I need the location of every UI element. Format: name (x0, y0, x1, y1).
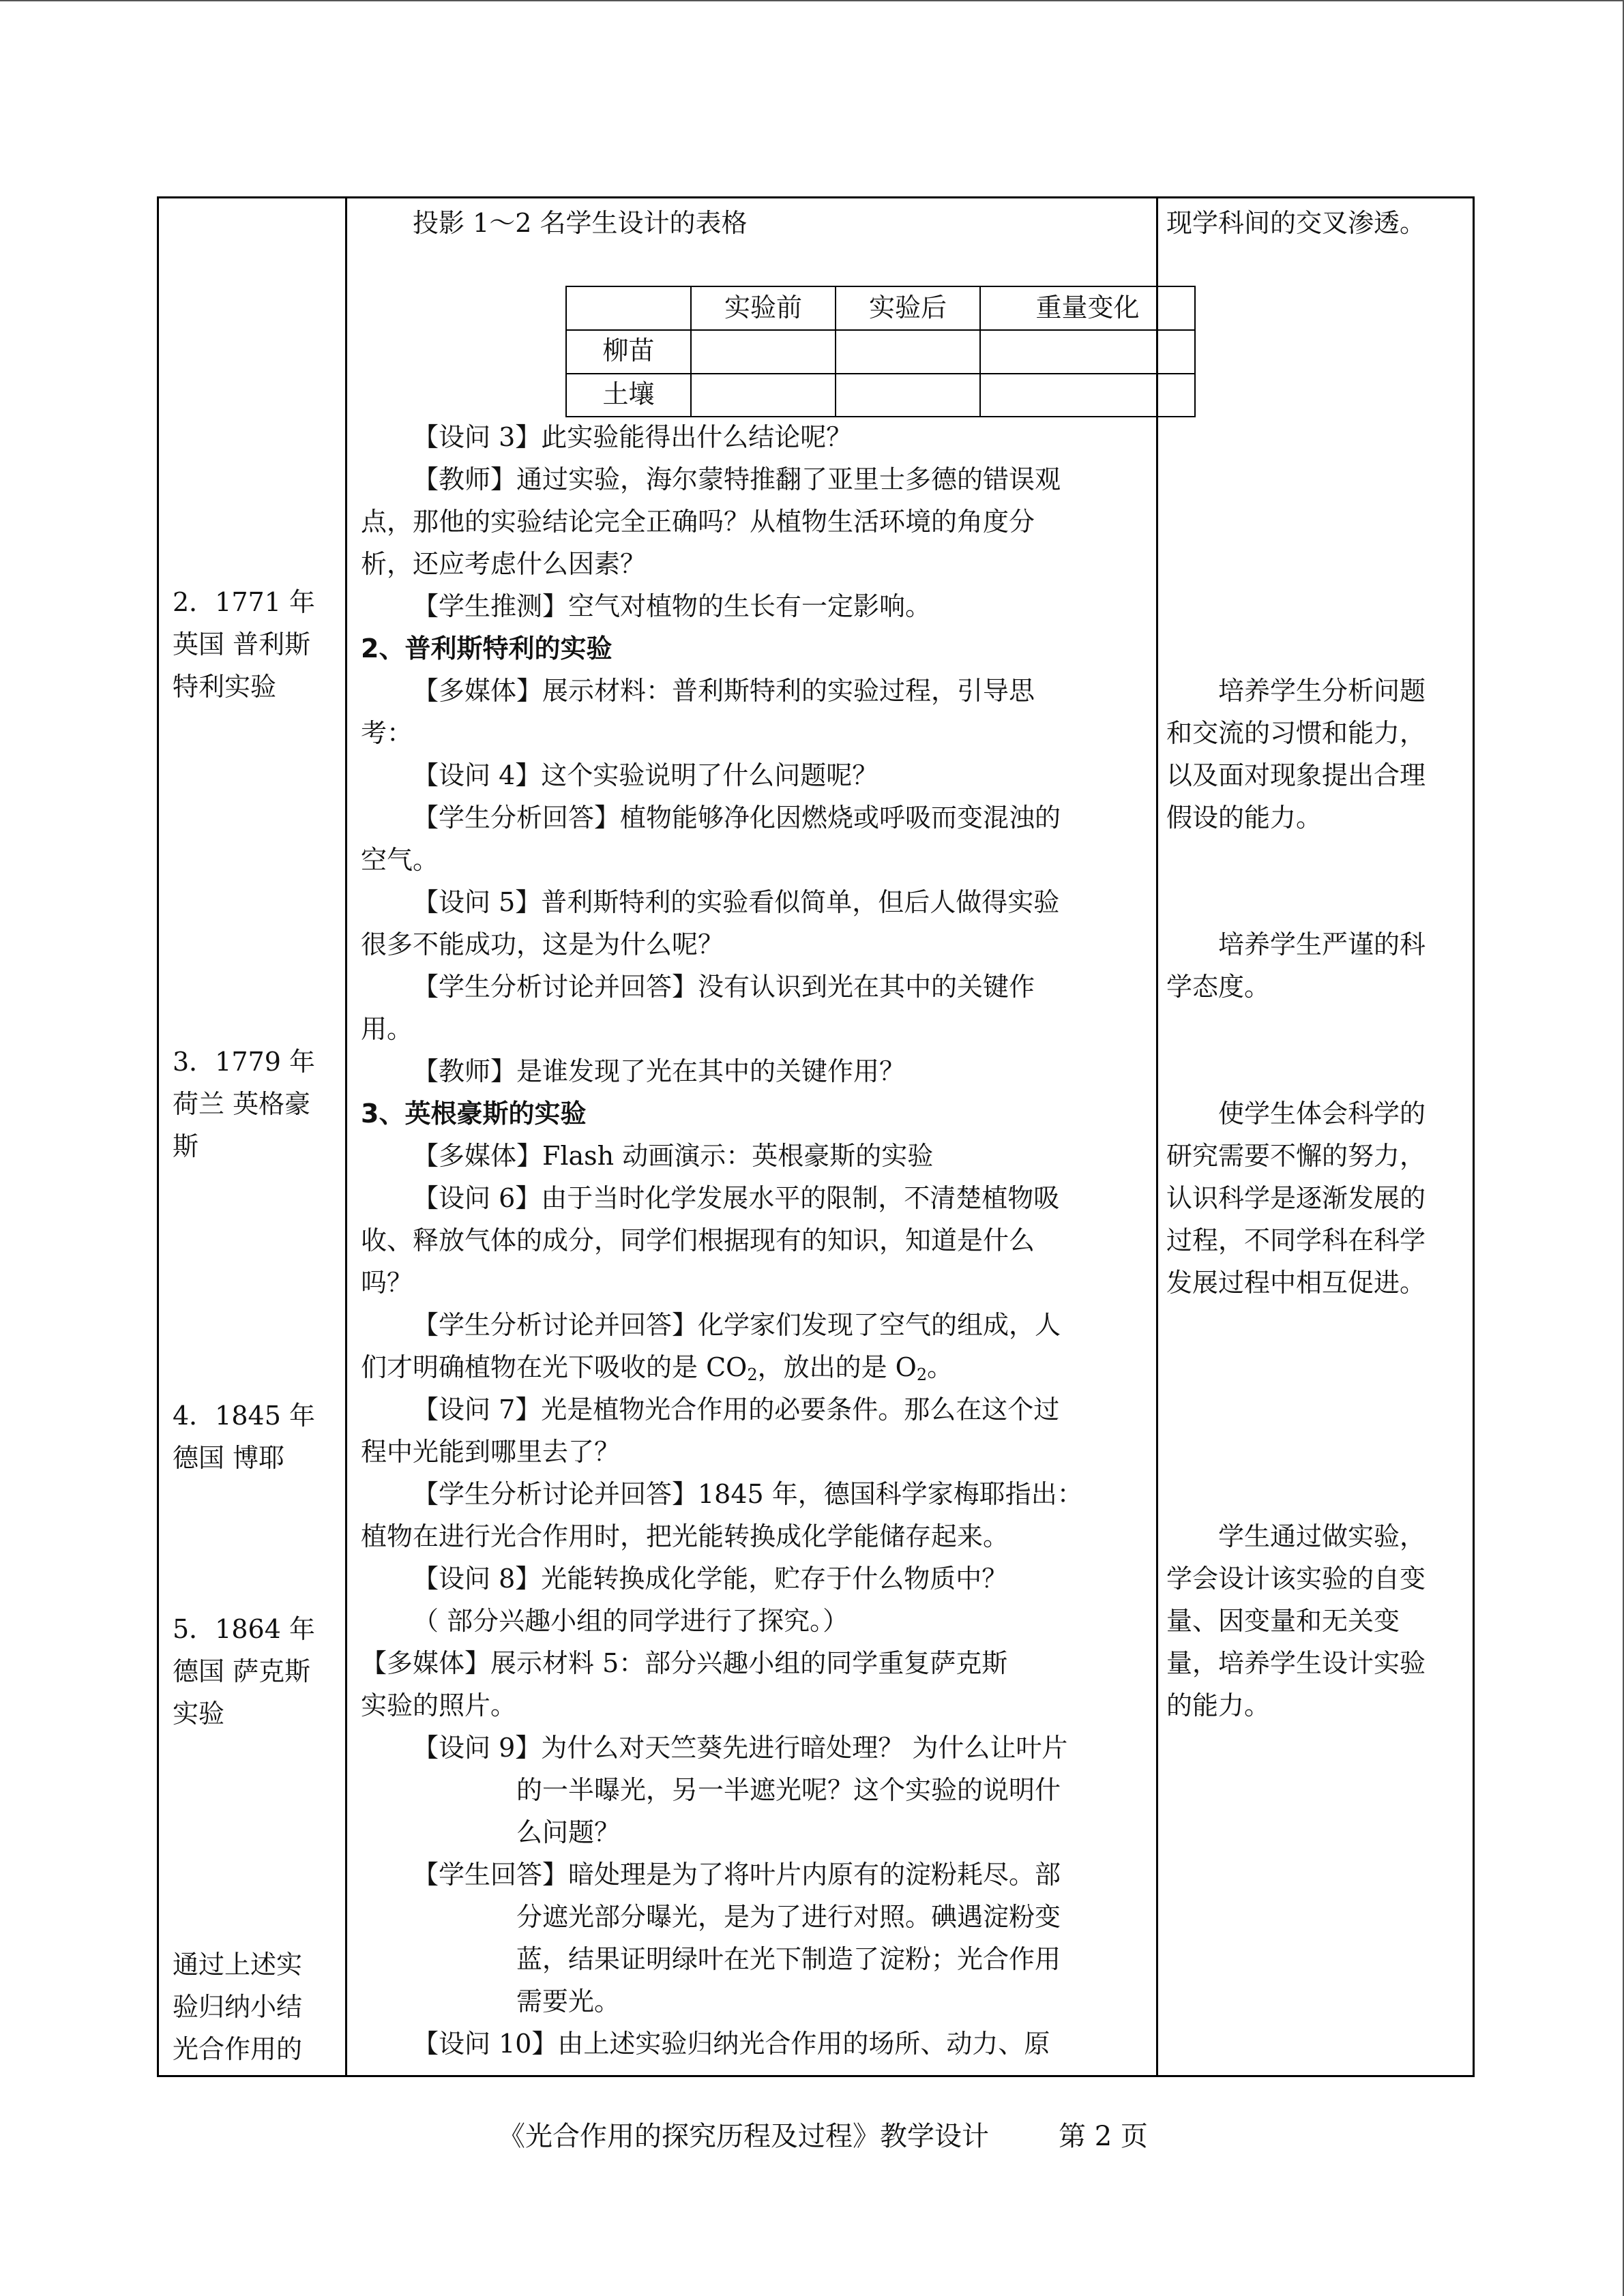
o2-subscript: 2 (916, 1365, 928, 1384)
timeline-line: 实验 (173, 1699, 225, 1729)
teaching-process-column (347, 198, 1156, 2075)
process-line: 析，还应考虑什么因素？ (361, 549, 647, 579)
intro-line: 投影 1～2 名学生设计的表格 (413, 208, 748, 238)
co2-subscript: 2 (747, 1365, 758, 1384)
process-line: 【学生回答】暗处理是为了将叶片内原有的淀粉耗尽。部 (413, 1860, 1061, 1890)
process-line: 需要光。 (516, 1986, 621, 2016)
process-line: 【学生分析讨论并回答】化学家们发现了空气的组成，人 (413, 1310, 1061, 1340)
timeline-line: 2．1771 年 (173, 587, 315, 617)
section-heading: 3、英根豪斯的实验 (361, 1099, 587, 1129)
process-line: 么问题？ (516, 1817, 621, 1847)
intent-line: 量、因变量和无关变 (1166, 1606, 1400, 1636)
process-line: 考： (361, 718, 413, 748)
lesson-table (157, 196, 1475, 2077)
process-line: 【设问 4】这个实验说明了什么问题呢？ (413, 760, 879, 790)
process-line: 吗？ (361, 1268, 413, 1298)
process-line: 【多媒体】展示材料 5：部分兴趣小组的同学重复萨克斯 (361, 1648, 1008, 1678)
process-line: 植物在进行光合作用时，把光能转换成化学能储存起来。 (361, 1521, 1009, 1551)
process-line: 蓝，结果证明绿叶在光下制造了淀粉；光合作用 (516, 1944, 1061, 1974)
timeline-line: 4．1845 年 (173, 1401, 315, 1431)
timeline-line: 德国 萨克斯 (173, 1656, 311, 1686)
intent-line: 和交流的习惯和能力， (1166, 718, 1426, 748)
timeline-line: 德国 博耶 (173, 1443, 285, 1473)
table-header-cell: 实验前 (724, 293, 802, 323)
timeline-line: 3．1779 年 (173, 1047, 315, 1077)
timeline-line: 5．1864 年 (173, 1614, 315, 1644)
process-line: 【设问 6】由于当时化学发展水平的限制，不清楚植物吸 (413, 1183, 1060, 1213)
process-line: 【教师】通过实验，海尔蒙特推翻了亚里士多德的错误观 (413, 464, 1061, 494)
intent-line: 使学生体会科学的 (1218, 1099, 1426, 1129)
process-line: 空气。 (361, 845, 439, 875)
process-line: 很多不能成功，这是为什么呢？ (361, 929, 724, 959)
table-row-label: 柳苗 (602, 336, 655, 366)
intent-line: 发展过程中相互促进。 (1166, 1268, 1426, 1298)
intent-line: 培养学生分析问题 (1218, 676, 1426, 706)
timeline-line: 特利实验 (173, 672, 277, 702)
process-line: 用。 (361, 1014, 413, 1044)
timeline-line: 验归纳小结 (173, 1992, 303, 2022)
line-end: 。 (927, 1352, 954, 1382)
process-line: 【设问 7】光是植物光合作用的必要条件。那么在这个过 (413, 1395, 1060, 1425)
process-line: 【设问 3】此实验能得出什么结论呢？ (413, 422, 853, 452)
process-line: 实验的照片。 (361, 1690, 517, 1720)
timeline-column (159, 198, 345, 2075)
process-line: 【设问 9】为什么对天竺葵先进行暗处理？ 为什么让叶片 (413, 1733, 1068, 1763)
co2-line (361, 1351, 953, 1384)
process-line: 【学生分析回答】植物能够净化因燃烧或呼吸而变混浊的 (413, 803, 1061, 833)
timeline-line: 通过上述实 (173, 1950, 303, 1980)
student-design-table (565, 286, 1196, 417)
section-heading: 2、普利斯特利的实验 (361, 633, 612, 664)
process-line: 的一半曝光，另一半遮光呢？这个实验的说明什 (516, 1775, 1061, 1805)
intent-line: 的能力。 (1166, 1690, 1271, 1720)
intent-line: 学生通过做实验， (1218, 1521, 1426, 1551)
process-line: 【学生分析讨论并回答】没有认识到光在其中的关键作 (413, 972, 1035, 1002)
process-line: 【设问 10】由上述实验归纳光合作用的场所、动力、原 (413, 2029, 1050, 2059)
co2-text: 们才明确植物在光下吸收的是 CO (361, 1352, 748, 1382)
intent-line: 以及面对现象提出合理 (1166, 760, 1426, 790)
intent-line: 培养学生严谨的科 (1218, 929, 1426, 959)
design-intent-column (1158, 198, 1475, 2075)
process-line: 【多媒体】展示材料：普利斯特利的实验过程，引导思 (413, 676, 1035, 706)
intent-line: 假设的能力。 (1166, 803, 1323, 833)
process-line: 【设问 8】光能转换成化学能，贮存于什么物质中？ (413, 1564, 1008, 1594)
intent-line: 学会设计该实验的自变 (1166, 1564, 1426, 1594)
intent-line: 量，培养学生设计实验 (1166, 1648, 1426, 1678)
table-header-cell: 实验后 (868, 293, 947, 323)
table-row-label: 土壤 (602, 379, 655, 409)
process-line: （ 部分兴趣小组的同学进行了探究。） (413, 1606, 849, 1636)
timeline-line: 荷兰 英格豪 (173, 1089, 311, 1119)
page-number: 第 2 页 (1059, 2121, 1148, 2152)
page-top-edge (0, 0, 1624, 1)
intent-line: 学态度。 (1166, 972, 1271, 1002)
process-line: 【设问 5】普利斯特利的实验看似简单，但后人做得实验 (413, 887, 1060, 917)
timeline-line: 英国 普利斯 (173, 629, 311, 659)
process-line: 分遮光部分曝光，是为了进行对照。碘遇淀粉变 (516, 1902, 1061, 1932)
process-line: 点，那他的实验结论完全正确吗？从植物生活环境的角度分 (361, 507, 1035, 537)
intent-line: 认识科学是逐渐发展的 (1166, 1183, 1426, 1213)
table-header-cell: 重量变化 (1035, 293, 1140, 323)
intent-line: 研究需要不懈的努力， (1166, 1141, 1426, 1171)
process-line: 【学生推测】空气对植物的生长有一定影响。 (413, 591, 932, 621)
timeline-line: 斯 (173, 1131, 199, 1161)
process-line: 【教师】是谁发现了光在其中的关键作用？ (413, 1056, 906, 1086)
o2-text: ，放出的是 O (757, 1352, 917, 1382)
footer-title: 《光合作用的探究历程及过程》教学设计 (498, 2121, 989, 2152)
intent-line: 过程，不同学科在科学 (1166, 1225, 1426, 1255)
process-line: 【学生分析讨论并回答】1845 年，德国科学家梅耶指出： (413, 1479, 1083, 1509)
timeline-line: 光合作用的 (173, 2034, 303, 2064)
intent-line: 现学科间的交叉渗透。 (1166, 208, 1426, 238)
process-line: 程中光能到哪里去了？ (361, 1437, 621, 1467)
process-line: 【多媒体】Flash 动画演示：英根豪斯的实验 (413, 1141, 934, 1171)
process-line: 收、释放气体的成分，同学们根据现有的知识，知道是什么 (361, 1225, 1035, 1255)
